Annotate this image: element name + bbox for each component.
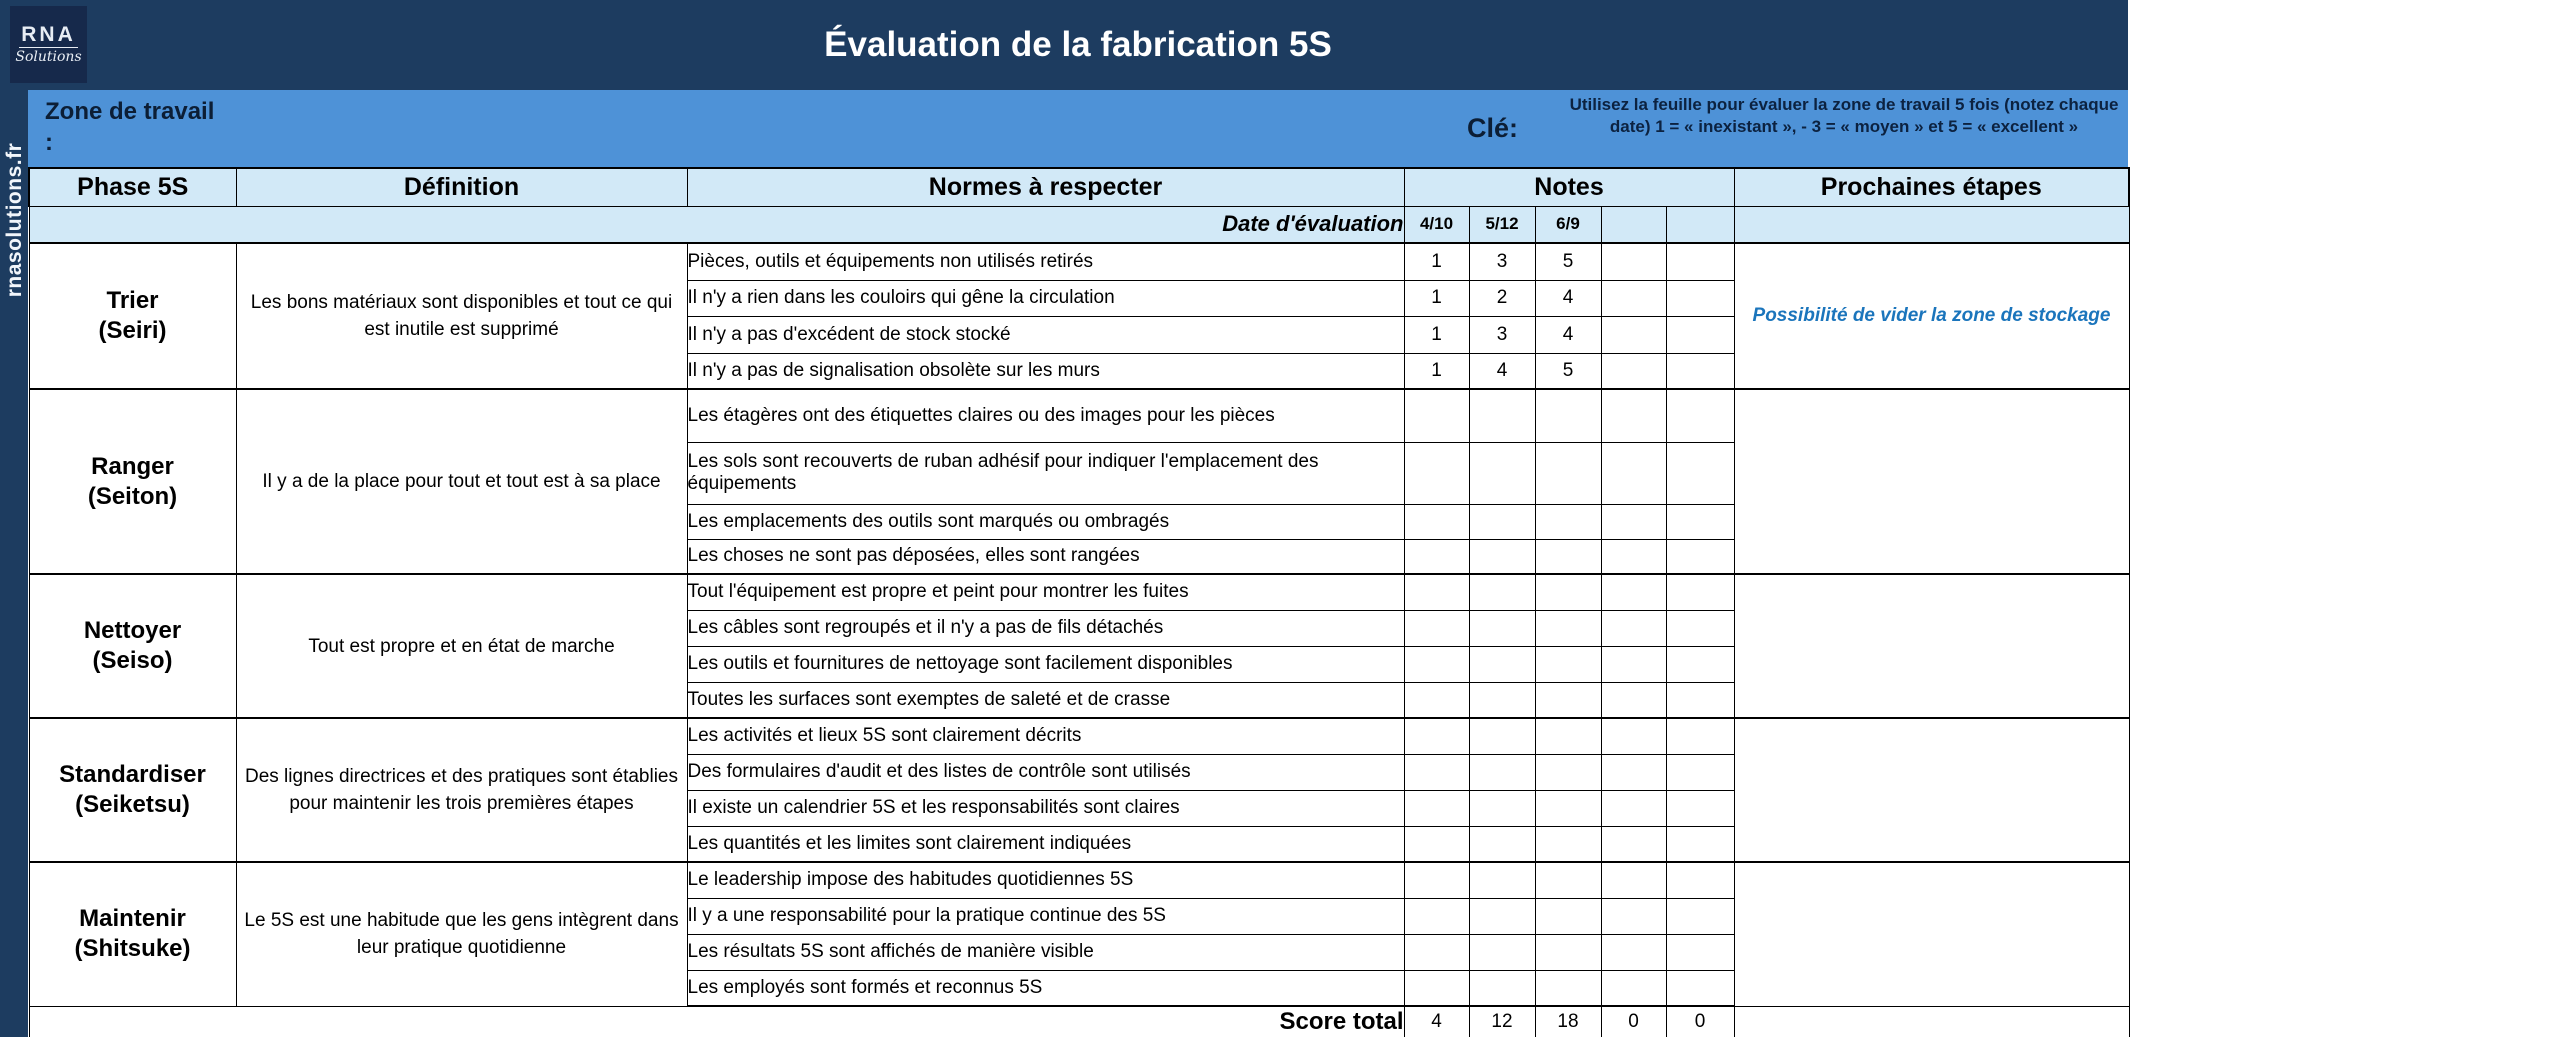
definition-cell: Des lignes directrices et des pratiques sont établies pour maintenir les trois premières étapes — [236, 718, 687, 862]
norm-row — [29, 243, 2129, 280]
logo-text-rna: RNA — [21, 22, 76, 46]
norm-cell: Il n'y a pas de signalisation obsolète sur les murs — [687, 353, 1404, 389]
score-cell-4: 0 — [1601, 1006, 1666, 1037]
phase-name: Standardiser — [59, 761, 206, 788]
norm-cell: Tout l'équipement est propre et peint pour montrer les fuites — [687, 574, 1404, 610]
note-cell[interactable]: 1 — [1404, 243, 1469, 280]
col-header-normes: Normes à respecter — [687, 168, 1404, 206]
page-title: Évaluation de la fabrication 5S — [824, 25, 1332, 64]
col-header-definition: Définition — [236, 168, 687, 206]
note-cell[interactable]: 1 — [1404, 353, 1469, 389]
note-cell[interactable] — [1601, 353, 1666, 389]
note-cell[interactable] — [1404, 682, 1469, 718]
rna-solutions-logo — [10, 6, 87, 83]
next-steps-cell[interactable] — [1734, 389, 2129, 574]
note-cell[interactable] — [1469, 389, 1535, 442]
col-header-prochaines-etapes: Prochaines étapes — [1734, 168, 2129, 206]
norm-row — [29, 574, 2129, 610]
note-cell[interactable] — [1469, 970, 1535, 1006]
norm-cell: Les choses ne sont pas déposées, elles sont rangées — [687, 539, 1404, 574]
note-cell[interactable] — [1666, 610, 1734, 646]
note-cell[interactable] — [1469, 754, 1535, 790]
note-cell[interactable] — [1469, 790, 1535, 826]
zone-travail-input[interactable] — [223, 90, 1438, 167]
score-total-label: Score total — [29, 1006, 1404, 1037]
note-cell[interactable] — [1666, 280, 1734, 316]
note-cell[interactable] — [1404, 646, 1469, 682]
note-cell[interactable] — [1601, 504, 1666, 539]
norm-cell: Les employés sont formés et reconnus 5S — [687, 970, 1404, 1006]
note-cell[interactable] — [1535, 646, 1601, 682]
norm-cell: Il n'y a rien dans les couloirs qui gêne la circulation — [687, 280, 1404, 316]
note-cell[interactable] — [1535, 826, 1601, 862]
note-cell[interactable] — [1535, 504, 1601, 539]
note-cell[interactable] — [1469, 646, 1535, 682]
phase-cell-maintenir — [29, 862, 236, 1006]
note-cell[interactable] — [1601, 539, 1666, 574]
definition-cell: Les bons matériaux sont disponibles et tout ce qui est inutile est supprimé — [236, 243, 687, 389]
date-cell-3[interactable]: 6/9 — [1535, 206, 1601, 243]
note-cell[interactable] — [1601, 790, 1666, 826]
note-cell[interactable]: 3 — [1469, 316, 1535, 353]
definition-cell: Le 5S est une habitude que les gens intègrent dans leur pratique quotidienne — [236, 862, 687, 1006]
note-cell[interactable] — [1666, 898, 1734, 934]
phase-cell-trier — [29, 243, 236, 389]
note-cell[interactable] — [1404, 898, 1469, 934]
note-cell[interactable] — [1601, 898, 1666, 934]
note-cell[interactable] — [1601, 754, 1666, 790]
cle-label: Clé: — [1466, 113, 1518, 143]
note-cell[interactable] — [1404, 826, 1469, 862]
note-cell[interactable] — [1535, 754, 1601, 790]
score-cell-3: 18 — [1535, 1006, 1601, 1037]
phase-cell-nettoyer — [29, 574, 236, 718]
phase-cell-standardiser — [29, 718, 236, 862]
phase-japanese-name: (Seiton) — [87, 482, 178, 510]
note-cell[interactable] — [1666, 316, 1734, 353]
date-row-next-steps-cell — [1734, 206, 2129, 243]
note-cell[interactable] — [1666, 442, 1734, 504]
note-cell[interactable] — [1601, 970, 1666, 1006]
definition-cell: Tout est propre et en état de marche — [236, 574, 687, 718]
note-cell[interactable] — [1404, 539, 1469, 574]
phase-japanese-name: (Seiketsu) — [75, 791, 190, 818]
note-cell[interactable]: 4 — [1535, 280, 1601, 316]
note-cell[interactable] — [1469, 934, 1535, 970]
note-cell[interactable] — [1601, 280, 1666, 316]
note-cell[interactable] — [1535, 934, 1601, 970]
note-cell[interactable] — [1404, 442, 1469, 504]
note-cell[interactable] — [1469, 610, 1535, 646]
norm-cell: Le leadership impose des habitudes quotidiennes 5S — [687, 862, 1404, 898]
note-cell[interactable] — [1404, 754, 1469, 790]
next-steps-cell[interactable]: Possibilité de vider la zone de stockage — [1734, 243, 2129, 389]
norm-cell: Les câbles sont regroupés et il n'y a pas de fils détachés — [687, 610, 1404, 646]
note-cell[interactable] — [1666, 826, 1734, 862]
note-cell[interactable] — [1535, 574, 1601, 610]
note-cell[interactable] — [1535, 539, 1601, 574]
note-cell[interactable] — [1601, 316, 1666, 353]
norm-cell: Les résultats 5S sont affichés de manière visible — [687, 934, 1404, 970]
date-row — [29, 206, 2129, 243]
note-cell[interactable] — [1404, 610, 1469, 646]
note-cell[interactable] — [1601, 862, 1666, 898]
note-cell[interactable] — [1601, 718, 1666, 754]
note-cell[interactable] — [1666, 539, 1734, 574]
next-steps-cell[interactable] — [1734, 574, 2129, 718]
note-cell[interactable] — [1666, 682, 1734, 718]
note-cell[interactable]: 4 — [1469, 353, 1535, 389]
note-cell[interactable]: 5 — [1535, 243, 1601, 280]
date-cell-2[interactable]: 5/12 — [1469, 206, 1535, 243]
norm-cell: Il y a une responsabilité pour la pratique continue des 5S — [687, 898, 1404, 934]
note-cell[interactable]: 4 — [1535, 316, 1601, 353]
note-cell[interactable] — [1535, 970, 1601, 1006]
note-cell[interactable]: 5 — [1535, 353, 1601, 389]
note-cell[interactable] — [1666, 389, 1734, 442]
norm-row — [29, 862, 2129, 898]
definition-cell: Il y a de la place pour tout et tout est à sa place — [236, 389, 687, 574]
date-evaluation-label: Date d'évaluation — [29, 206, 1404, 243]
date-cell-5[interactable] — [1666, 206, 1734, 243]
note-cell[interactable] — [1666, 862, 1734, 898]
note-cell[interactable] — [1404, 718, 1469, 754]
phase-cell-ranger — [29, 389, 236, 574]
note-cell[interactable] — [1469, 574, 1535, 610]
note-cell[interactable] — [1535, 442, 1601, 504]
note-cell[interactable] — [1666, 353, 1734, 389]
note-cell[interactable]: 3 — [1469, 243, 1535, 280]
norm-cell: Toutes les surfaces sont exemptes de saleté et de crasse — [687, 682, 1404, 718]
note-cell[interactable] — [1469, 898, 1535, 934]
norm-cell: Les emplacements des outils sont marqués ou ombragés — [687, 504, 1404, 539]
note-cell[interactable] — [1404, 862, 1469, 898]
norm-row — [29, 389, 2129, 442]
phase-name: Ranger — [91, 452, 174, 480]
phase-japanese-name: (Seiri) — [98, 317, 167, 344]
phase-japanese-name: (Shitsuke) — [74, 935, 191, 963]
next-steps-cell[interactable] — [1734, 718, 2129, 862]
note-cell[interactable] — [1666, 574, 1734, 610]
note-cell[interactable] — [1469, 682, 1535, 718]
score-cell-1: 4 — [1404, 1006, 1469, 1037]
phase-name: Maintenir — [79, 905, 186, 933]
norm-cell: Les étagères ont des étiquettes claires ou des images pour les pièces — [687, 389, 1404, 442]
norm-cell: Pièces, outils et équipements non utilisés retirés — [687, 243, 1404, 280]
norm-cell: Il n'y a pas d'excédent de stock stocké — [687, 316, 1404, 353]
note-cell[interactable] — [1601, 389, 1666, 442]
col-header-notes: Notes — [1404, 168, 1734, 206]
note-cell[interactable] — [1601, 243, 1666, 280]
norm-cell: Les quantités et les limites sont clairement indiquées — [687, 826, 1404, 862]
note-cell[interactable] — [1469, 718, 1535, 754]
zone-travail-label: Zone de travail : — [45, 98, 215, 156]
key-row — [28, 90, 2128, 167]
score-total-row — [29, 1006, 2129, 1037]
note-cell[interactable] — [1535, 718, 1601, 754]
score-cell-2: 12 — [1469, 1006, 1535, 1037]
evaluation-table — [28, 167, 2130, 1037]
note-cell[interactable] — [1535, 610, 1601, 646]
note-cell[interactable] — [1535, 682, 1601, 718]
column-header-row — [29, 168, 2129, 206]
note-cell[interactable] — [1666, 718, 1734, 754]
note-cell[interactable] — [1601, 442, 1666, 504]
note-cell[interactable] — [1666, 790, 1734, 826]
next-steps-cell[interactable] — [1734, 862, 2129, 1006]
norm-cell: Les activités et lieux 5S sont clairement décrits — [687, 718, 1404, 754]
note-cell[interactable] — [1469, 442, 1535, 504]
phase-name: Nettoyer — [83, 617, 182, 644]
score-cell-5: 0 — [1666, 1006, 1734, 1037]
norm-row — [29, 718, 2129, 754]
note-cell[interactable] — [1666, 934, 1734, 970]
note-cell[interactable] — [1666, 504, 1734, 539]
note-cell[interactable]: 1 — [1404, 316, 1469, 353]
norm-cell: Les outils et fournitures de nettoyage sont facilement disponibles — [687, 646, 1404, 682]
note-cell[interactable]: 1 — [1404, 280, 1469, 316]
note-cell[interactable] — [1535, 862, 1601, 898]
note-cell[interactable] — [1469, 504, 1535, 539]
note-cell[interactable] — [1601, 574, 1666, 610]
note-cell[interactable] — [1666, 754, 1734, 790]
note-cell[interactable] — [1404, 790, 1469, 826]
note-cell[interactable] — [1666, 970, 1734, 1006]
note-cell[interactable] — [1404, 389, 1469, 442]
note-cell[interactable] — [1601, 646, 1666, 682]
col-header-phase: Phase 5S — [29, 168, 236, 206]
title-banner — [28, 0, 2128, 90]
note-cell[interactable] — [1404, 504, 1469, 539]
note-cell[interactable] — [1535, 790, 1601, 826]
note-cell[interactable] — [1535, 898, 1601, 934]
note-cell[interactable] — [1469, 539, 1535, 574]
score-row-spacer — [1734, 1006, 2129, 1037]
logo-text-solutions: Solutions — [15, 48, 82, 65]
norm-cell: Des formulaires d'audit et des listes de contrôle sont utilisés — [687, 754, 1404, 790]
note-cell[interactable] — [1469, 826, 1535, 862]
norm-cell: Il existe un calendrier 5S et les responsabilités sont claires — [687, 790, 1404, 826]
norm-cell: Les sols sont recouverts de ruban adhésif pour indiquer l'emplacement des équipements — [687, 442, 1404, 504]
note-cell[interactable] — [1601, 934, 1666, 970]
note-cell[interactable] — [1404, 970, 1469, 1006]
note-cell[interactable] — [1404, 934, 1469, 970]
phase-japanese-name: (Seiso) — [92, 647, 173, 674]
site-watermark: rnasolutions.fr — [3, 142, 26, 298]
date-cell-1[interactable]: 4/10 — [1404, 206, 1469, 243]
note-cell[interactable] — [1469, 862, 1535, 898]
note-cell[interactable] — [1535, 389, 1601, 442]
note-cell[interactable] — [1601, 682, 1666, 718]
note-cell[interactable] — [1404, 574, 1469, 610]
note-cell[interactable] — [1666, 243, 1734, 280]
note-cell[interactable]: 2 — [1469, 280, 1535, 316]
date-cell-4[interactable] — [1601, 206, 1666, 243]
note-cell[interactable] — [1666, 646, 1734, 682]
note-cell[interactable] — [1601, 826, 1666, 862]
rating-instructions: Utilisez la feuille pour évaluer la zone de travail 5 fois (notez chaque date) 1 = « inexistant », - 3 = « moyen » et 5 = « excellent » — [1569, 95, 2119, 136]
phase-name: Trier — [106, 287, 159, 314]
note-cell[interactable] — [1601, 610, 1666, 646]
